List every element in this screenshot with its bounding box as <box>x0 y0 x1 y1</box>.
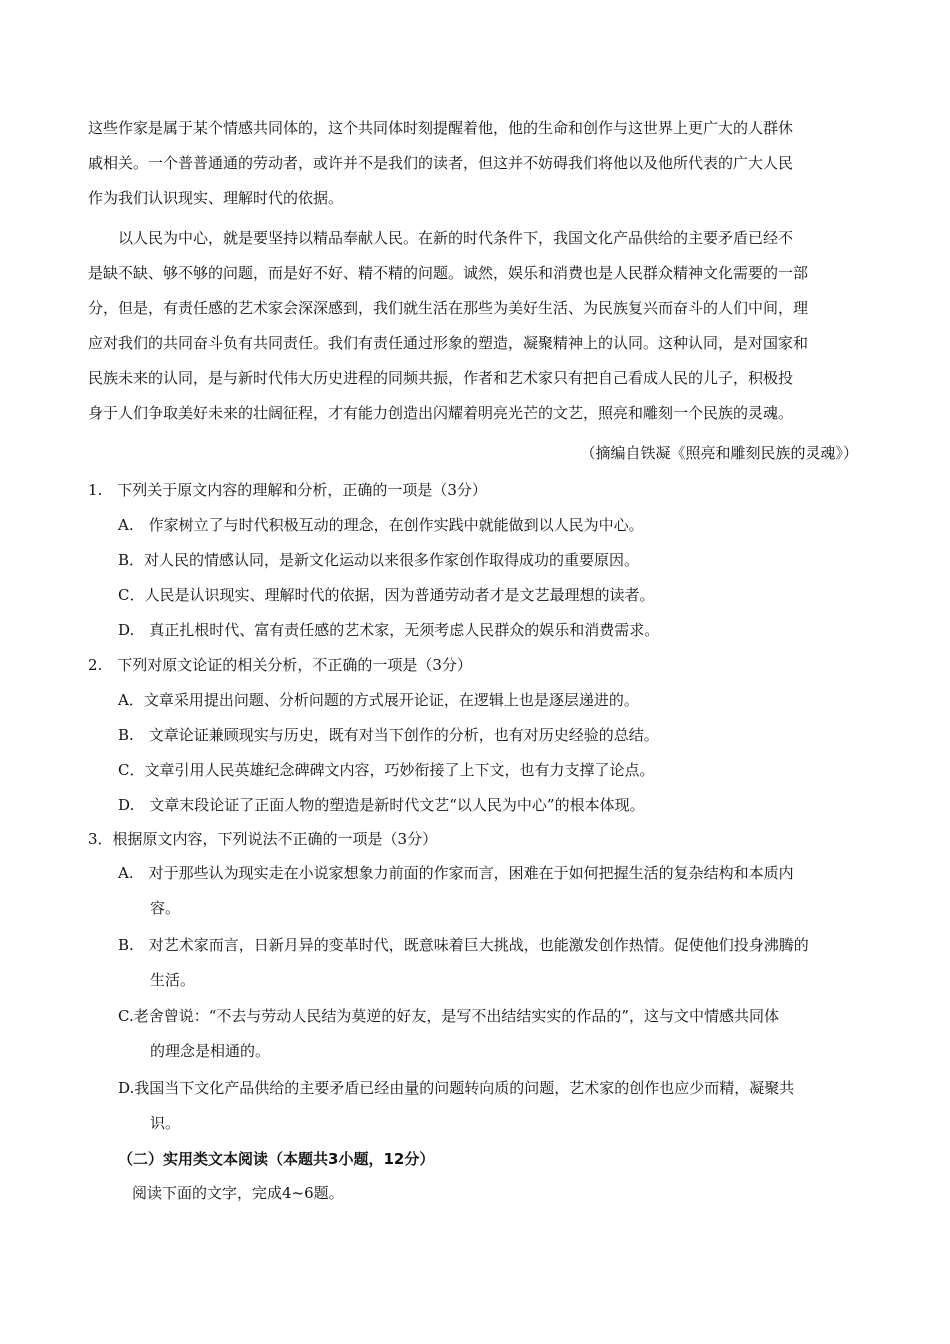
passage-line: 民族未来的认同，是与新时代伟大历史进程的同频共振，作者和艺术家只有把自己看成人民的儿子，积极投 <box>88 369 794 387</box>
passage-line: 是缺不缺、够不够的问题，而是好不好、精不精的问题。诚然，娱乐和消费也是人民群众精神文化需要的一部 <box>88 264 809 282</box>
passage-line: 以人民为中心，就是要坚持以精品奉献人民。在新的时代条件下，我国文化产品供给的主要矛盾已经不 <box>118 229 794 247</box>
passage-line: 戚相关。一个普普通通的劳动者，或许并不是我们的读者，但这并不妨碍我们将他以及他所代表的广大人民 <box>88 154 794 172</box>
passage-line: 应对我们的共同奋斗负有共同责任。我们有责任通过形象的塑造，凝聚精神上的认同。这种认同，是对国家和 <box>88 334 809 352</box>
question-2-stem: 2. 下列对原文论证的相关分析，不正确的一项是（3分） <box>88 656 472 674</box>
question-2-option-b: B. 文章论证兼顾现实与历史，既有对当下创作的分析，也有对历史经验的总结。 <box>118 726 659 744</box>
question-3-option-c-cont: 的理念是相通的。 <box>150 1042 271 1060</box>
question-1-option-a: A. 作家树立了与时代积极互动的理念，在创作实践中就能做到以人民为中心。 <box>118 516 644 534</box>
question-3-option-b: B. 对艺术家而言，日新月异的变革时代，既意味着巨大挑战，也能激发创作热情。促使他们投身沸腾的 <box>118 936 809 954</box>
question-3-option-c: C.老舍曾说：“不去与劳动人民结为莫逆的好友，是写不出结结实实的作品的”，这与文中情感共同体 <box>118 1007 780 1025</box>
section-instruction: 阅读下面的文字，完成4~6题。 <box>132 1184 344 1202</box>
question-1-stem: 1. 下列关于原文内容的理解和分析，正确的一项是（3分） <box>88 481 487 499</box>
question-1-option-c: C．人民是认识现实、理解时代的依据，因为普通劳动者才是文艺最理想的读者。 <box>118 586 655 604</box>
question-3-stem: 3．根据原文内容，下列说法不正确的一项是（3分） <box>88 830 438 848</box>
question-3-option-d-cont: 识。 <box>150 1114 181 1132</box>
passage-line: 分，但是，有责任感的艺术家会深深感到，我们就生活在那些为美好生活、为民族复兴而奋斗的人们中间，理 <box>88 299 809 317</box>
source-citation: （摘编自铁凝《照亮和雕刻民族的灵魂》） <box>580 444 858 462</box>
question-3-option-b-cont: 生活。 <box>150 971 196 989</box>
question-3-option-d: D.我国当下文化产品供给的主要矛盾已经由量的问题转向质的问题，艺术家的创作也应少而精，凝聚共 <box>118 1079 795 1097</box>
question-1-option-d: D. 真正扎根时代、富有责任感的艺术家，无须考虑人民群众的娱乐和消费需求。 <box>118 621 660 639</box>
question-2-option-d: D. 文章末段论证了正面人物的塑造是新时代文艺“以人民为中心”的根本体现。 <box>118 796 645 814</box>
question-2-option-a: A．文章采用提出问题、分析问题的方式展开论证，在逻辑上也是逐层递进的。 <box>118 691 639 709</box>
question-2-option-c: C．文章引用人民英雄纪念碑碑文内容，巧妙衔接了上下文，也有力支撑了论点。 <box>118 761 655 779</box>
passage-line: 身于人们争取美好未来的壮阔征程，才有能力创造出闪耀着明亮光芒的文艺，照亮和雕刻一个民族的灵魂。 <box>88 404 794 422</box>
question-1-option-b: B．对人民的情感认同，是新文化运动以来很多作家创作取得成功的重要原因。 <box>118 551 640 569</box>
passage-line: 作为我们认识现实、理解时代的依据。 <box>88 189 344 207</box>
question-3-option-a-cont: 容。 <box>150 899 181 917</box>
question-3-option-a: A. 对于那些认为现实走在小说家想象力前面的作家而言，困难在于如何把握生活的复杂结构和本质内 <box>118 864 794 882</box>
section-heading: （二）实用类文本阅读（本题共3小题，12分） <box>118 1150 435 1168</box>
passage-line: 这些作家是属于某个情感共同体的，这个共同体时刻提醒着他，他的生命和创作与这世界上更广大的人群休 <box>88 119 794 137</box>
